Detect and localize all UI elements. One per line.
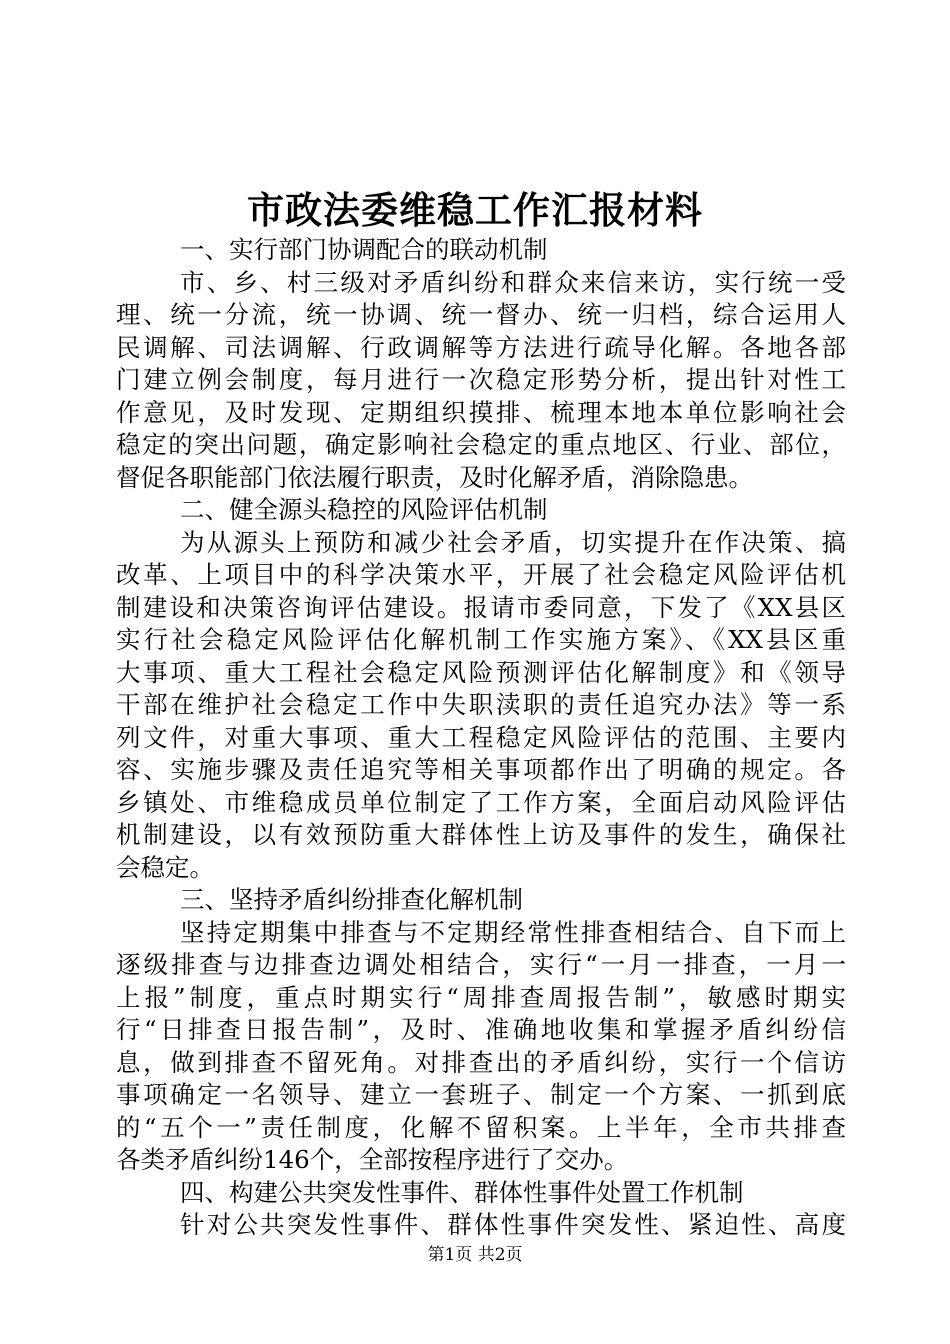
document-body (116, 234, 846, 1242)
paragraph-line: 乡镇处、市维稳成员单位制定了工作方案，全面启动风险评估 (116, 787, 846, 817)
paragraph-line: 门建立例会制度，每月进行一次稳定形势分析，提出针对性工 (116, 365, 846, 394)
section-heading: 二、健全源头稳控的风险评估机制 (180, 495, 548, 524)
paragraph-line: 列文件，对重大事项、重大工程稳定风险评估的范围、主要内 (116, 722, 846, 752)
section-heading: 四、构建公共突发性事件、群体性事件处置工作机制 (180, 1177, 744, 1207)
paragraph-line: 各类矛盾纠纷146个，全部按程序进行了交办。 (116, 1145, 629, 1174)
paragraph-line: 作意见，及时发现、定期组织摸排、梳理本地本单位影响社会 (116, 397, 846, 427)
paragraph-line: 督促各职能部门依法履行职责，及时化解矛盾，消除隐患。 (116, 462, 753, 492)
paragraph-line: 行“日排查日报告制”，及时、准确地收集和掌握矛盾纠纷信 (116, 1015, 846, 1044)
paragraph-line: 干部在维护社会稳定工作中失职渎职的责任追究办法》等一系 (116, 690, 846, 719)
paragraph-line: 实行社会稳定风险评估化解机制工作实施方案》、《XX县区重 (116, 625, 846, 654)
paragraph-line: 上报”制度，重点时期实行“周排查周报告制”，敏感时期实 (116, 982, 846, 1012)
document-title: 市政法委维稳工作汇报材料 (247, 188, 703, 232)
paragraph-line: 事项确定一名领导、建立一套班子、制定一个方案、一抓到底 (116, 1080, 846, 1109)
section-heading: 一、实行部门协调配合的联动机制 (180, 235, 548, 264)
paragraph-line: 市、乡、村三级对矛盾纠纷和群众来信来访，实行统一受 (180, 267, 846, 297)
paragraph-line: 容、实施步骤及责任追究等相关事项都作出了明确的规定。各 (116, 755, 846, 784)
paragraph-line: 稳定的突出问题，确定影响社会稳定的重点地区、行业、部位， (116, 430, 846, 459)
paragraph-line: 理、统一分流，统一协调、统一督办、统一归档，综合运用人 (116, 300, 846, 329)
paragraph-line: 的“五个一”责任制度，化解不留积案。上半年，全市共排查 (116, 1112, 846, 1142)
paragraph-line: 民调解、司法调解、行政调解等方法进行疏导化解。各地各部 (116, 332, 846, 362)
paragraph-line: 针对公共突发性事件、群体性事件突发性、紧迫性、高度 (180, 1210, 846, 1239)
paragraph-line: 机制建设，以有效预防重大群体性上访及事件的发生，确保社 (116, 820, 846, 849)
paragraph-line: 息，做到排查不留死角。对排查出的矛盾纠纷，实行一个信访 (116, 1047, 846, 1077)
paragraph-line: 坚持定期集中排查与不定期经常性排查相结合、自下而上 (180, 917, 846, 947)
paragraph-line: 逐级排查与边排查边调处相结合，实行“一月一排查，一月一 (116, 950, 846, 979)
paragraph-line: 大事项、重大工程社会稳定风险预测评估化解制度》和《领导 (116, 657, 846, 687)
paragraph-line: 会稳定。 (116, 852, 214, 882)
section-heading: 三、坚持矛盾纠纷排查化解机制 (180, 885, 523, 914)
paragraph-line: 为从源头上预防和减少社会矛盾，切实提升在作决策、搞 (180, 527, 846, 557)
page-footer: 第1页 共2页 (427, 1245, 523, 1265)
paragraph-line: 改革、上项目中的科学决策水平，开展了社会稳定风险评估机 (116, 560, 846, 589)
paragraph-line: 制建设和决策咨询评估建设。报请市委同意，下发了《XX县区 (116, 592, 846, 622)
